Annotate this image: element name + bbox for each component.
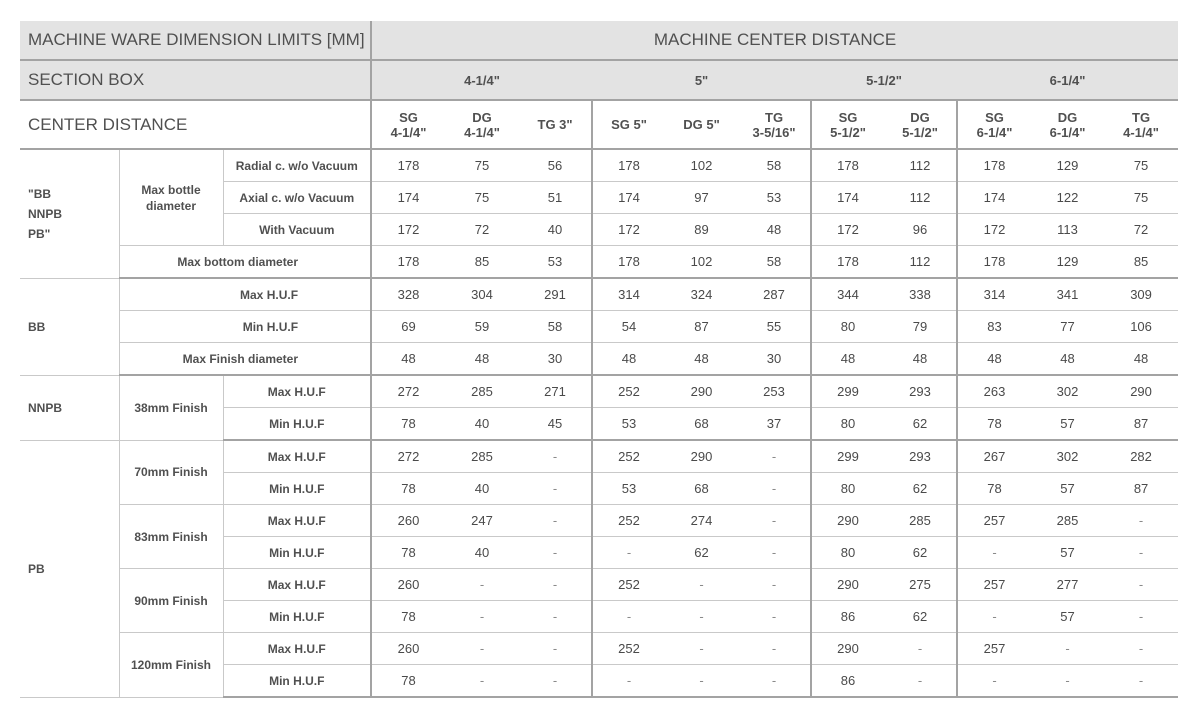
table-cell: 48 <box>592 343 665 376</box>
table-cell: 75 <box>445 182 519 214</box>
table-cell: 102 <box>665 149 738 182</box>
center-distance-column-header: DG 4-1/4" <box>445 100 519 149</box>
table-cell: 290 <box>1104 375 1178 408</box>
table-cell: - <box>519 537 592 569</box>
row-label: Max Finish diameter <box>119 343 371 376</box>
table-cell: 80 <box>811 408 884 441</box>
table-cell: - <box>1031 633 1104 665</box>
table-cell: 287 <box>738 278 811 311</box>
table-cell: 40 <box>519 214 592 246</box>
table-cell: 86 <box>811 601 884 633</box>
row-label: Max H.U.F <box>223 569 371 601</box>
table-cell: 86 <box>811 665 884 698</box>
table-cell: 172 <box>811 214 884 246</box>
table-cell: 291 <box>519 278 592 311</box>
table-cell: 48 <box>665 343 738 376</box>
table-cell: 40 <box>445 537 519 569</box>
center-distance-column-header: SG 6-1/4" <box>957 100 1031 149</box>
table-cell: 178 <box>811 246 884 279</box>
table-cell: - <box>519 505 592 537</box>
table-cell: 178 <box>957 149 1031 182</box>
table-row <box>20 569 1178 601</box>
table-cell: 302 <box>1031 440 1104 473</box>
table-cell: 62 <box>884 537 957 569</box>
table-cell: 172 <box>957 214 1031 246</box>
table-cell: 277 <box>1031 569 1104 601</box>
table-cell: - <box>519 601 592 633</box>
table-cell: - <box>1104 665 1178 698</box>
table-cell: 40 <box>445 408 519 441</box>
table-cell: 57 <box>1031 473 1104 505</box>
table-cell: 78 <box>371 665 445 698</box>
row-subgroup-label: 70mm Finish <box>119 440 223 505</box>
table-cell: 102 <box>665 246 738 279</box>
table-cell: - <box>738 537 811 569</box>
table-cell: - <box>592 537 665 569</box>
table-cell: 87 <box>1104 473 1178 505</box>
table-cell: 78 <box>371 473 445 505</box>
table-cell: 338 <box>884 278 957 311</box>
section-box-value: 6-1/4" <box>957 60 1178 100</box>
table-cell: 85 <box>1104 246 1178 279</box>
table-cell: - <box>519 473 592 505</box>
section-box-value: 4-1/4" <box>371 60 592 100</box>
table-cell: - <box>665 633 738 665</box>
table-cell: 89 <box>665 214 738 246</box>
table-cell: 285 <box>445 375 519 408</box>
table-cell: 62 <box>884 601 957 633</box>
table-cell: 314 <box>957 278 1031 311</box>
table-cell: 267 <box>957 440 1031 473</box>
machine-center-distance-header: MACHINE CENTER DISTANCE <box>371 21 1178 60</box>
table-cell: 341 <box>1031 278 1104 311</box>
row-label: Axial c. w/o Vacuum <box>223 182 371 214</box>
center-distance-column-header: TG 4-1/4" <box>1104 100 1178 149</box>
table-cell: 72 <box>1104 214 1178 246</box>
table-cell: 178 <box>371 149 445 182</box>
table-row <box>20 633 1178 665</box>
table-cell: 253 <box>738 375 811 408</box>
table-cell: 48 <box>957 343 1031 376</box>
table-cell: - <box>957 537 1031 569</box>
table-cell: 272 <box>371 440 445 473</box>
row-label: Max H.U.F <box>223 375 371 408</box>
table-cell: - <box>665 601 738 633</box>
table-cell: 69 <box>371 311 445 343</box>
table-cell: 174 <box>811 182 884 214</box>
table-cell: 78 <box>371 601 445 633</box>
row-label: Max bottom diameter <box>119 246 371 279</box>
table-cell: 80 <box>811 537 884 569</box>
row-subgroup-label: 83mm Finish <box>119 505 223 569</box>
center-distance-column-header: SG 4-1/4" <box>371 100 445 149</box>
table-cell: 290 <box>811 569 884 601</box>
table-cell: 260 <box>371 505 445 537</box>
table-cell: 285 <box>445 440 519 473</box>
table-cell: 252 <box>592 505 665 537</box>
table-cell: 55 <box>738 311 811 343</box>
table-cell: 271 <box>519 375 592 408</box>
row-label: Min H.U.F <box>119 311 371 343</box>
table-cell: 129 <box>1031 246 1104 279</box>
table-cell: - <box>884 633 957 665</box>
center-distance-column-header: DG 5" <box>665 100 738 149</box>
table-cell: 252 <box>592 633 665 665</box>
table-row <box>20 343 1178 376</box>
table-cell: 344 <box>811 278 884 311</box>
table-cell: 328 <box>371 278 445 311</box>
table-cell: 51 <box>519 182 592 214</box>
table-cell: 48 <box>371 343 445 376</box>
section-box-value: 5" <box>592 60 811 100</box>
center-distance-label: CENTER DISTANCE <box>20 100 371 149</box>
row-group-label: NNPB <box>20 375 119 440</box>
table-cell: 302 <box>1031 375 1104 408</box>
section-box-value: 5-1/2" <box>811 60 957 100</box>
table-cell: - <box>738 601 811 633</box>
table-cell: - <box>665 569 738 601</box>
table-cell: 252 <box>592 569 665 601</box>
table-cell: 178 <box>592 246 665 279</box>
table-cell: 129 <box>1031 149 1104 182</box>
table-cell: 59 <box>445 311 519 343</box>
center-distance-column-header: DG 6-1/4" <box>1031 100 1104 149</box>
table-cell: - <box>884 665 957 698</box>
table-cell: 178 <box>592 149 665 182</box>
center-distance-column-header: SG 5-1/2" <box>811 100 884 149</box>
row-label: Radial c. w/o Vacuum <box>223 149 371 182</box>
table-row <box>20 440 1178 473</box>
table-cell: 57 <box>1031 537 1104 569</box>
center-distance-column-header: TG 3" <box>519 100 592 149</box>
table-cell: - <box>445 633 519 665</box>
table-cell: 290 <box>811 633 884 665</box>
table-cell: 293 <box>884 375 957 408</box>
table-cell: - <box>445 569 519 601</box>
row-subgroup-label: 90mm Finish <box>119 569 223 633</box>
table-cell: - <box>1031 665 1104 698</box>
table-cell: 247 <box>445 505 519 537</box>
table-cell: 304 <box>445 278 519 311</box>
section-box-label: SECTION BOX <box>20 60 371 100</box>
table-row <box>20 149 1178 182</box>
table-cell: 299 <box>811 375 884 408</box>
table-cell: 83 <box>957 311 1031 343</box>
table-row <box>20 246 1178 279</box>
table-cell: 174 <box>371 182 445 214</box>
table-cell: - <box>519 633 592 665</box>
table-cell: 172 <box>592 214 665 246</box>
row-label: Min H.U.F <box>223 408 371 441</box>
row-label: Max H.U.F <box>223 505 371 537</box>
row-label: With Vacuum <box>223 214 371 246</box>
table-cell: 68 <box>665 408 738 441</box>
table-cell: - <box>1104 537 1178 569</box>
table-cell: 58 <box>519 311 592 343</box>
table-row <box>20 505 1178 537</box>
table-cell: 62 <box>884 408 957 441</box>
table-cell: 172 <box>371 214 445 246</box>
table-cell: 78 <box>957 408 1031 441</box>
table-cell: 58 <box>738 149 811 182</box>
row-group-label: PB <box>20 440 119 697</box>
table-cell: 78 <box>371 408 445 441</box>
table-cell: 30 <box>519 343 592 376</box>
table-cell: 257 <box>957 505 1031 537</box>
table-cell: 260 <box>371 569 445 601</box>
table-cell: 79 <box>884 311 957 343</box>
table-cell: 30 <box>738 343 811 376</box>
table-cell: 178 <box>957 246 1031 279</box>
table-cell: 57 <box>1031 601 1104 633</box>
table-cell: 80 <box>811 473 884 505</box>
table-cell: 53 <box>592 408 665 441</box>
table-cell: 290 <box>811 505 884 537</box>
table-cell: - <box>738 505 811 537</box>
table-cell: - <box>519 665 592 698</box>
table-cell: 293 <box>884 440 957 473</box>
table-cell: - <box>1104 633 1178 665</box>
table-cell: 53 <box>738 182 811 214</box>
table-cell: 272 <box>371 375 445 408</box>
table-cell: 85 <box>445 246 519 279</box>
table-cell: 48 <box>445 343 519 376</box>
table-cell: 68 <box>665 473 738 505</box>
table-cell: 97 <box>665 182 738 214</box>
table-cell: 48 <box>884 343 957 376</box>
table-cell: 112 <box>884 182 957 214</box>
table-cell: 54 <box>592 311 665 343</box>
table-cell: 282 <box>1104 440 1178 473</box>
table-cell: - <box>738 473 811 505</box>
table-cell: 80 <box>811 311 884 343</box>
row-group-label: "BB NNPB PB" <box>20 149 119 278</box>
center-distance-column-header: TG 3-5/16" <box>738 100 811 149</box>
table-cell: - <box>519 440 592 473</box>
table-cell: 96 <box>884 214 957 246</box>
table-cell: - <box>1104 601 1178 633</box>
table-cell: 57 <box>1031 408 1104 441</box>
table-cell: 106 <box>1104 311 1178 343</box>
table-cell: - <box>665 665 738 698</box>
table-cell: - <box>738 569 811 601</box>
row-group-label: BB <box>20 278 119 375</box>
table-cell: 275 <box>884 569 957 601</box>
table-cell: - <box>738 440 811 473</box>
table-cell: 48 <box>1031 343 1104 376</box>
table-cell: - <box>738 665 811 698</box>
table-cell: 75 <box>1104 149 1178 182</box>
table-cell: 77 <box>1031 311 1104 343</box>
table-cell: 290 <box>665 440 738 473</box>
table-cell: 260 <box>371 633 445 665</box>
table-cell: 263 <box>957 375 1031 408</box>
table-row <box>20 311 1178 343</box>
table-cell: - <box>592 601 665 633</box>
table-cell: 290 <box>665 375 738 408</box>
table-cell: 252 <box>592 440 665 473</box>
center-distance-column-header: DG 5-1/2" <box>884 100 957 149</box>
table-cell: 53 <box>592 473 665 505</box>
dimension-limits-table <box>20 21 1178 698</box>
table-cell: 48 <box>738 214 811 246</box>
table-cell: 112 <box>884 246 957 279</box>
table-cell: 75 <box>1104 182 1178 214</box>
row-label: Max H.U.F <box>223 633 371 665</box>
table-cell: 274 <box>665 505 738 537</box>
row-subgroup-label: Max bottle diameter <box>119 149 223 246</box>
table-cell: 257 <box>957 633 1031 665</box>
table-cell: 324 <box>665 278 738 311</box>
table-cell: - <box>1104 569 1178 601</box>
table-cell: 257 <box>957 569 1031 601</box>
table-cell: 58 <box>738 246 811 279</box>
table-cell: 45 <box>519 408 592 441</box>
table-cell: - <box>957 665 1031 698</box>
table-cell: 75 <box>445 149 519 182</box>
table-cell: 53 <box>519 246 592 279</box>
table-cell: 48 <box>1104 343 1178 376</box>
table-cell: 174 <box>592 182 665 214</box>
table-cell: - <box>445 601 519 633</box>
table-cell: 299 <box>811 440 884 473</box>
table-cell: 314 <box>592 278 665 311</box>
table-cell: 56 <box>519 149 592 182</box>
row-subgroup-label: 38mm Finish <box>119 375 223 440</box>
table-cell: 40 <box>445 473 519 505</box>
table-cell: 252 <box>592 375 665 408</box>
table-cell: - <box>738 633 811 665</box>
row-label: Max H.U.F <box>223 440 371 473</box>
table-cell: 309 <box>1104 278 1178 311</box>
row-label: Min H.U.F <box>223 665 371 698</box>
table-cell: 113 <box>1031 214 1104 246</box>
table-cell: - <box>592 665 665 698</box>
table-cell: 48 <box>811 343 884 376</box>
table-row <box>20 375 1178 408</box>
table-row <box>20 278 1178 311</box>
table-cell: 112 <box>884 149 957 182</box>
table-cell: 72 <box>445 214 519 246</box>
table-cell: 62 <box>665 537 738 569</box>
table-cell: 87 <box>1104 408 1178 441</box>
table-cell: 37 <box>738 408 811 441</box>
table-cell: 174 <box>957 182 1031 214</box>
row-label: Max H.U.F <box>119 278 371 311</box>
table-cell: 122 <box>1031 182 1104 214</box>
row-subgroup-label: 120mm Finish <box>119 633 223 698</box>
table-cell: 78 <box>371 537 445 569</box>
table-cell: 178 <box>371 246 445 279</box>
center-distance-column-header: SG 5" <box>592 100 665 149</box>
table-cell: - <box>957 601 1031 633</box>
table-cell: 78 <box>957 473 1031 505</box>
row-label: Min H.U.F <box>223 601 371 633</box>
table-cell: 178 <box>811 149 884 182</box>
table-title: MACHINE WARE DIMENSION LIMITS [MM] <box>20 21 371 60</box>
row-label: Min H.U.F <box>223 537 371 569</box>
table-cell: 285 <box>884 505 957 537</box>
table-cell: - <box>445 665 519 698</box>
row-label: Min H.U.F <box>223 473 371 505</box>
table-cell: 62 <box>884 473 957 505</box>
table-cell: 87 <box>665 311 738 343</box>
table-cell: - <box>519 569 592 601</box>
table-cell: - <box>1104 505 1178 537</box>
table-cell: 285 <box>1031 505 1104 537</box>
